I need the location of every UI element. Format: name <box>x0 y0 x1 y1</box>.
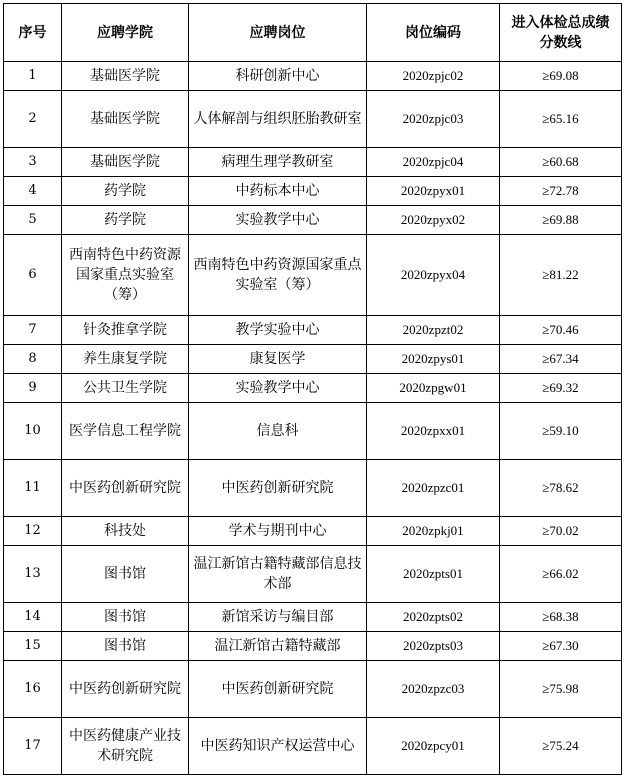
seq-cell: 17 <box>4 718 62 775</box>
seq-cell: 11 <box>4 460 62 517</box>
score-cell: ≥75.98 <box>500 661 622 718</box>
table-row <box>4 177 622 206</box>
score-cell: ≥66.02 <box>500 546 622 603</box>
seq-cell: 10 <box>4 403 62 460</box>
code-cell: 2020zpzc01 <box>367 460 500 517</box>
code-cell: 2020zpys01 <box>367 345 500 374</box>
school-cell: 基础医学院 <box>62 62 189 91</box>
code-cell: 2020zpgw01 <box>367 374 500 403</box>
school-cell: 中医药创新研究院 <box>62 661 189 718</box>
code-cell: 2020zpts01 <box>367 546 500 603</box>
seq-cell: 8 <box>4 345 62 374</box>
table-row <box>4 546 622 603</box>
position-cell: 西南特色中药资源国家重点实验室（筹） <box>189 235 367 316</box>
code-cell: 2020zpjc03 <box>367 91 500 148</box>
header-row <box>4 4 622 62</box>
table-row <box>4 718 622 775</box>
code-cell: 2020zpjc02 <box>367 62 500 91</box>
position-cell: 病理生理学教研室 <box>189 148 367 177</box>
position-cell: 实验教学中心 <box>189 374 367 403</box>
results-table <box>3 3 622 775</box>
table-row <box>4 632 622 661</box>
code-cell: 2020zpyx04 <box>367 235 500 316</box>
school-cell: 公共卫生学院 <box>62 374 189 403</box>
position-cell: 新馆采访与编目部 <box>189 603 367 632</box>
header-school: 应聘学院 <box>62 4 189 62</box>
seq-cell: 6 <box>4 235 62 316</box>
seq-cell: 13 <box>4 546 62 603</box>
table-row <box>4 206 622 235</box>
code-cell: 2020zpyx01 <box>367 177 500 206</box>
school-cell: 基础医学院 <box>62 148 189 177</box>
score-cell: ≥70.02 <box>500 517 622 546</box>
seq-cell: 14 <box>4 603 62 632</box>
school-cell: 图书馆 <box>62 632 189 661</box>
position-cell: 康复医学 <box>189 345 367 374</box>
table-row <box>4 460 622 517</box>
table-row <box>4 91 622 148</box>
table-body <box>4 62 622 775</box>
school-cell: 中医药健康产业技术研究院 <box>62 718 189 775</box>
seq-cell: 9 <box>4 374 62 403</box>
position-cell: 实验教学中心 <box>189 206 367 235</box>
position-cell: 中药标本中心 <box>189 177 367 206</box>
code-cell: 2020zpyx02 <box>367 206 500 235</box>
score-cell: ≥69.88 <box>500 206 622 235</box>
header-seq: 序号 <box>4 4 62 62</box>
code-cell: 2020zpts03 <box>367 632 500 661</box>
code-cell: 2020zpjc04 <box>367 148 500 177</box>
school-cell: 药学院 <box>62 177 189 206</box>
table-row <box>4 235 622 316</box>
code-cell: 2020zpxx01 <box>367 403 500 460</box>
seq-cell: 12 <box>4 517 62 546</box>
seq-cell: 3 <box>4 148 62 177</box>
school-cell: 医学信息工程学院 <box>62 403 189 460</box>
score-cell: ≥75.24 <box>500 718 622 775</box>
seq-cell: 4 <box>4 177 62 206</box>
school-cell: 基础医学院 <box>62 91 189 148</box>
school-cell: 科技处 <box>62 517 189 546</box>
position-cell: 中医药知识产权运营中心 <box>189 718 367 775</box>
score-cell: ≥72.78 <box>500 177 622 206</box>
score-cell: ≥67.30 <box>500 632 622 661</box>
score-cell: ≥65.16 <box>500 91 622 148</box>
school-cell: 图书馆 <box>62 546 189 603</box>
seq-cell: 16 <box>4 661 62 718</box>
code-cell: 2020zpts02 <box>367 603 500 632</box>
table-row <box>4 603 622 632</box>
table-row <box>4 403 622 460</box>
position-cell: 中医药创新研究院 <box>189 460 367 517</box>
seq-cell: 15 <box>4 632 62 661</box>
score-cell: ≥69.32 <box>500 374 622 403</box>
header-position: 应聘岗位 <box>189 4 367 62</box>
score-cell: ≥69.08 <box>500 62 622 91</box>
seq-cell: 5 <box>4 206 62 235</box>
seq-cell: 1 <box>4 62 62 91</box>
position-cell: 人体解剖与组织胚胎教研室 <box>189 91 367 148</box>
score-cell: ≥78.62 <box>500 460 622 517</box>
header-code: 岗位编码 <box>367 4 500 62</box>
table-row <box>4 148 622 177</box>
seq-cell: 2 <box>4 91 62 148</box>
table-row <box>4 661 622 718</box>
table-row <box>4 517 622 546</box>
table-row <box>4 374 622 403</box>
score-cell: ≥68.38 <box>500 603 622 632</box>
school-cell: 养生康复学院 <box>62 345 189 374</box>
position-cell: 中医药创新研究院 <box>189 661 367 718</box>
score-cell: ≥70.46 <box>500 316 622 345</box>
table-row <box>4 316 622 345</box>
position-cell: 科研创新中心 <box>189 62 367 91</box>
school-cell: 中医药创新研究院 <box>62 460 189 517</box>
score-cell: ≥67.34 <box>500 345 622 374</box>
header-score: 进入体检总成绩分数线 <box>500 4 622 62</box>
score-cell: ≥59.10 <box>500 403 622 460</box>
score-cell: ≥81.22 <box>500 235 622 316</box>
position-cell: 信息科 <box>189 403 367 460</box>
position-cell: 教学实验中心 <box>189 316 367 345</box>
position-cell: 学术与期刊中心 <box>189 517 367 546</box>
table-row <box>4 62 622 91</box>
school-cell: 图书馆 <box>62 603 189 632</box>
position-cell: 温江新馆古籍特藏部 <box>189 632 367 661</box>
school-cell: 西南特色中药资源国家重点实验室（筹） <box>62 235 189 316</box>
code-cell: 2020zpzc03 <box>367 661 500 718</box>
seq-cell: 7 <box>4 316 62 345</box>
school-cell: 针灸推拿学院 <box>62 316 189 345</box>
table-row <box>4 345 622 374</box>
code-cell: 2020zpzt02 <box>367 316 500 345</box>
code-cell: 2020zpcy01 <box>367 718 500 775</box>
school-cell: 药学院 <box>62 206 189 235</box>
score-cell: ≥60.68 <box>500 148 622 177</box>
code-cell: 2020zpkj01 <box>367 517 500 546</box>
position-cell: 温江新馆古籍特藏部信息技术部 <box>189 546 367 603</box>
